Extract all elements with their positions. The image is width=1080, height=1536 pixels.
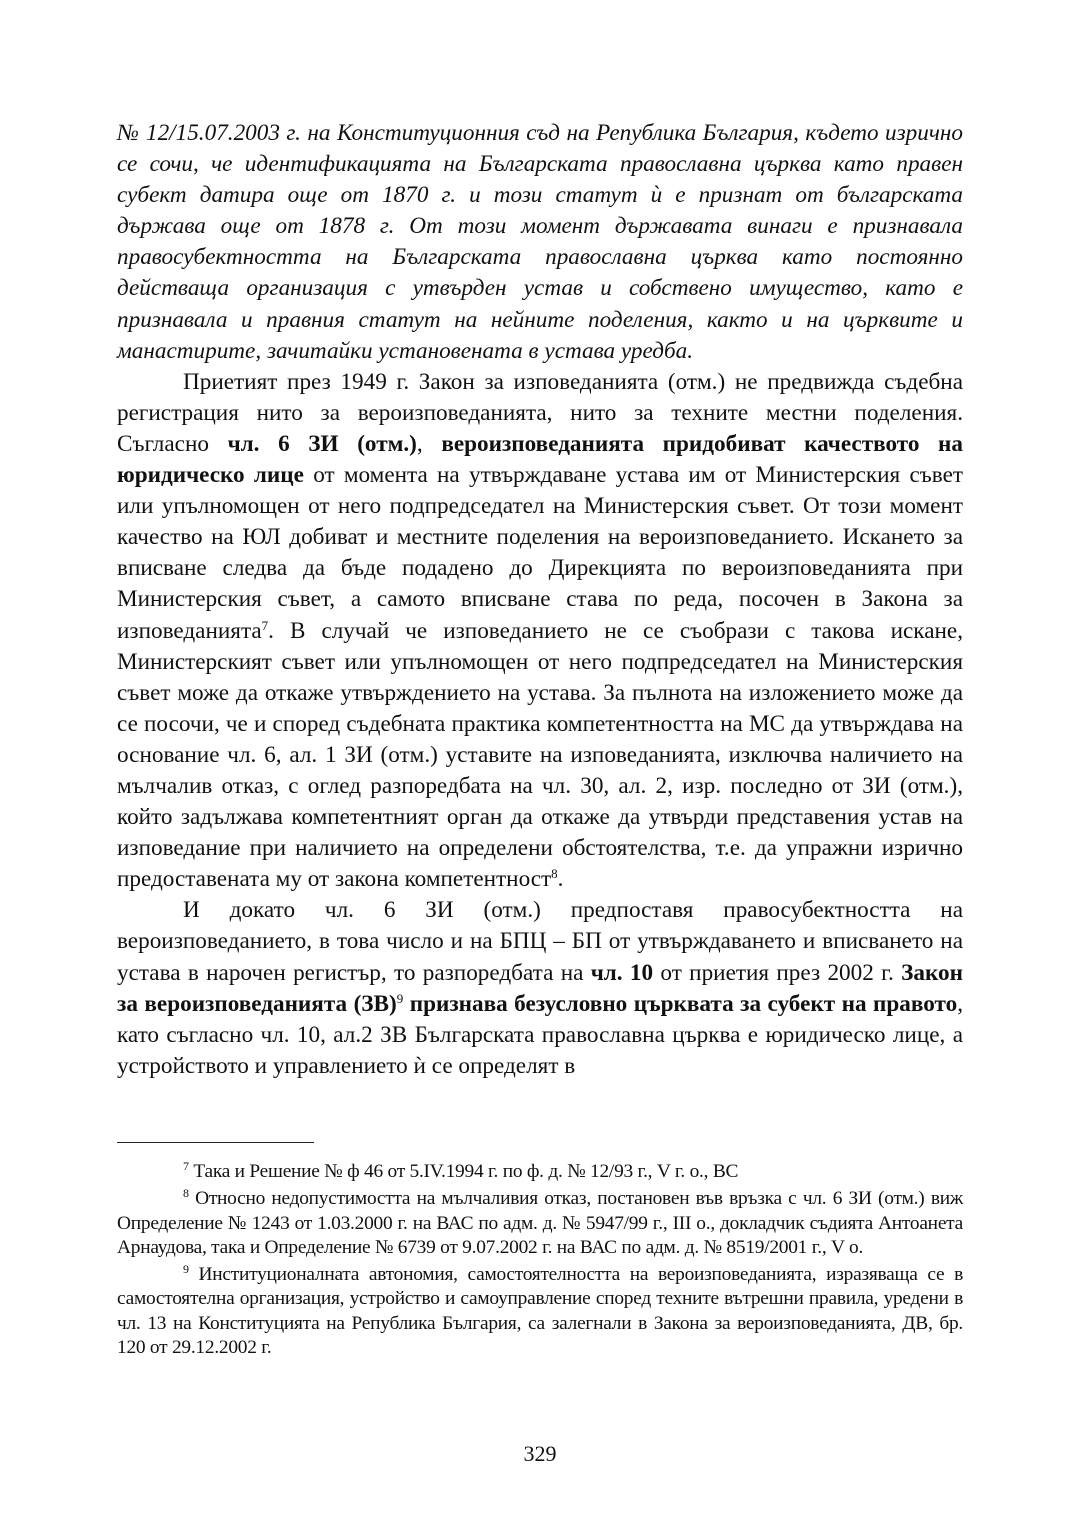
bold-act-title: Закон за вероизповеданията (ЗВ) bbox=[117, 959, 963, 1017]
footnote-text: Институционалната автономия, самостоятелността на вероизповеданията, изразяваща се в самостоятелна организация, устройство и самоуправление според техните вътрешни правила, уредени в чл. 13 на Конституцията на Република България, са залегнали в Закона за вероизповеданията, ДВ, бр. 120 от 29.12.2002 г. bbox=[117, 1264, 963, 1359]
main-text bbox=[117, 118, 963, 1082]
text-run: Приетият през 1949 г. Закон за изповеданията (отм.) не предвижда съдебна регистрация нито за вероизповеданията, нито за техните местни поделения. Съгласно bbox=[117, 368, 963, 457]
text-run: от момента на утвърждаване устава им от Министерския съвет или упълномощен от него подпредседател на Министерския съвет. От този момент качество на ЮЛ добиват и местните поделения на вероизповеданието. Искането за вписване следва да бъде подадено до Дирекцията по вероизповеданията при Министерския съвет, а самото вписване става по реда, посочен в Закона за изповеданията bbox=[117, 462, 963, 644]
bold-statement: вероизповеданията придобиват качеството на юридическо лице bbox=[117, 430, 964, 489]
text-run: . В случай че изповеданието не се съобрази с такова искане, Министерският съвет или упълномощен от него подпредседател на Министерския съвет може да откаже утвърждението на устава. За пълнота на изложението може да се посочи, че и според съдебната практика компетентността на МС да утвърждава на основание чл. 6, ал. 1 ЗИ (отм.) уставите на изповеданията, изключва наличието на мълчалив отказ, с оглед разпоредбата на чл. 30, ал. 2, изр. последно от ЗИ (отм.), който задължава компетентният орган да откаже да утвърди представения устав на изповедание при наличието на определени обстоятелства, т.е. да упражни изрично предоставената му от закона компетентност bbox=[117, 617, 963, 893]
footnote-ref-7: 7 bbox=[261, 617, 269, 633]
bold-reference: чл. 6 ЗИ (отм.) bbox=[227, 430, 417, 457]
paragraph-religions-act-2002 bbox=[117, 895, 963, 1082]
footnote-9 bbox=[117, 1263, 963, 1360]
paragraph-religions-act-1949 bbox=[117, 367, 963, 896]
footnotes bbox=[117, 1160, 963, 1360]
footnote-number: 8 bbox=[183, 1186, 189, 1201]
italic-quote-paragraph: № 12/15.07.2003 г. на Конституционния съд на Република България, където изрично се сочи, че идентификацията на Българската православна църква като правен субект датира още от 1870 г. и този статут ѝ е признат от българската държава още от 1878 г. От този момент държавата винаги е признавала правосубектността на Българската православна църква като постоянно действаща организация с утвърден устав и собствено имущество, като е признавала и правния статут на нейните поделения, както и на църквите и манастирите, зачитайки установената в устава уредба. bbox=[117, 120, 963, 364]
text-run: , като съгласно чл. 10, ал.2 ЗВ Българската православна църква е юридическо лице, а устройството и управлението ѝ се определят в bbox=[117, 990, 963, 1079]
text-run: от приетия през 2002 г. bbox=[653, 959, 902, 986]
text-run: . bbox=[557, 866, 564, 893]
footnote-number: 9 bbox=[183, 1262, 189, 1277]
footnote-ref-8: 8 bbox=[551, 866, 558, 882]
footnote-7 bbox=[117, 1160, 963, 1184]
text-run: , bbox=[416, 430, 442, 457]
footnote-text: Така и Решение № ф 46 от 5.IV.1994 г. по ф. д. № 12/93 г., V г. о., ВС bbox=[188, 1161, 739, 1182]
bold-reference: чл. 10 bbox=[590, 959, 654, 986]
text-run: И докато чл. 6 ЗИ (отм.) предпоставя правосубектността на вероизповеданието, в това число и на БПЦ – БП от утвърждаването и вписването на устава в нарочен регистър, то разпоредбата на bbox=[117, 897, 963, 986]
footnote-separator bbox=[117, 1142, 314, 1143]
bold-statement: признава безусловно църквата за субект на правото bbox=[403, 990, 958, 1017]
footnote-number: 7 bbox=[183, 1159, 189, 1173]
page-number: 329 bbox=[523, 1441, 557, 1466]
footnote-ref-9: 9 bbox=[396, 990, 404, 1006]
footnote-text: Относно недопустимостта на мълчаливия отказ, постановен във връзка с чл. 6 ЗИ (отм.) виж Определение № 1243 от 1.03.2000 г. на ВАС по адм. д. № 5947/99 г., III о., докладчик съдията Антоанета Арнаудова, така и Определение № 6739 от 9.07.2002 г. на ВАС по адм. д. № 8519/2001 г., V о. bbox=[117, 1188, 963, 1258]
footnote-8 bbox=[117, 1187, 963, 1260]
